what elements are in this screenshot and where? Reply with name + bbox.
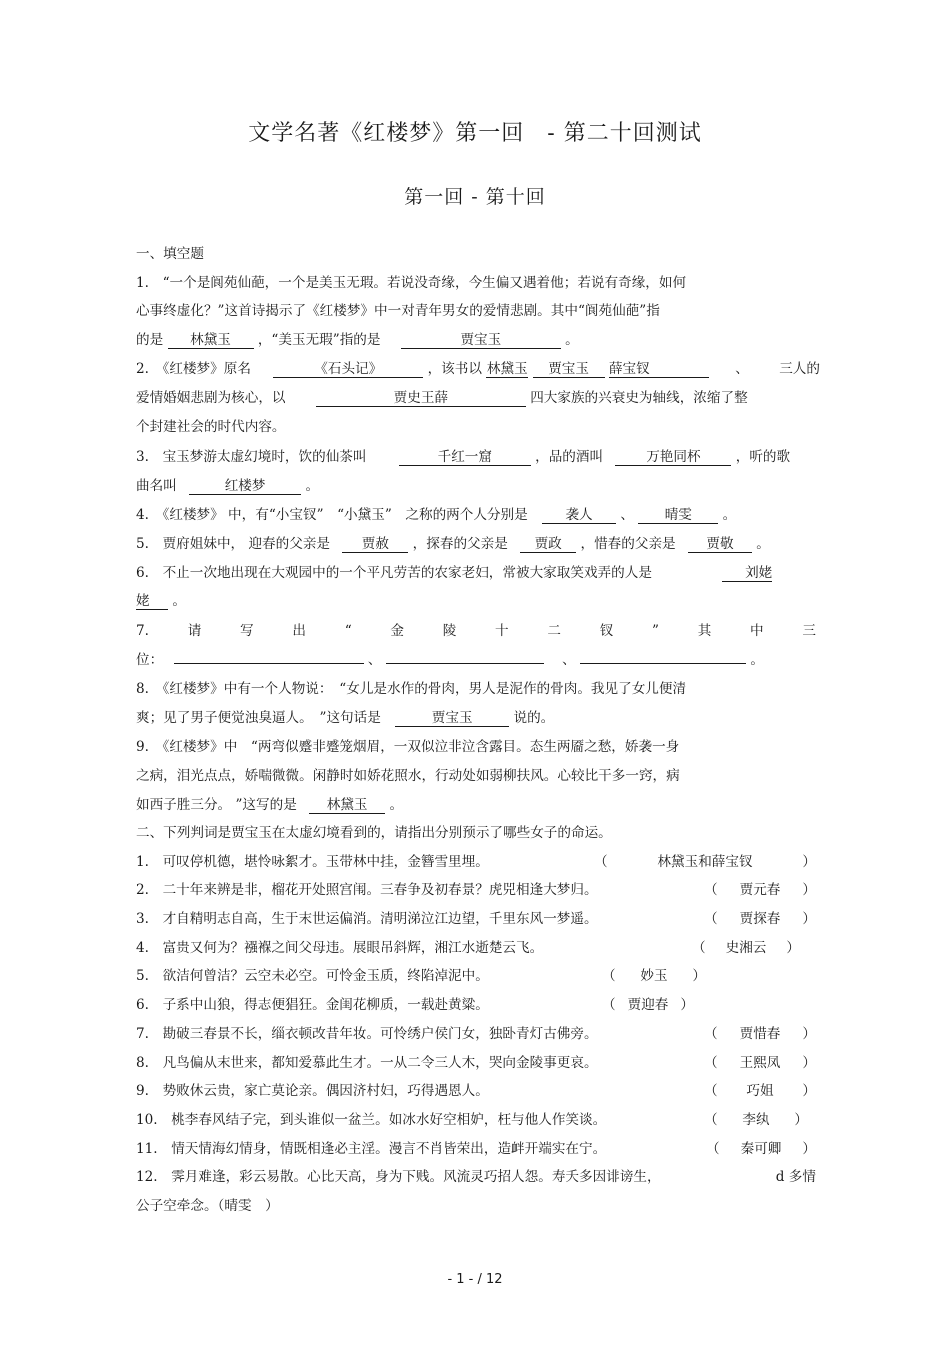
- q5-text-d: 。: [756, 536, 770, 552]
- judgment-row: [136, 910, 816, 928]
- q6-text-a: 6. 不止一次地出现在大观园中的一个平凡劳苦的农家老妇，常被大家取笑戏弄的人是: [136, 565, 652, 581]
- q7-line1: [136, 622, 816, 640]
- q8-line1: 8. 《红楼梦》中有一个人物说： “女儿是水作的骨肉，男人是泥作的骨肉。我见了女儿便清: [136, 681, 687, 697]
- q2-line3: 个封建社会的时代内容。: [136, 419, 286, 435]
- judgment-row: [136, 853, 816, 871]
- open-paren: （: [704, 1083, 718, 1099]
- q3-text-b: ，品的酒叫: [535, 449, 604, 465]
- judgment-text: 可叹停机德，堪怜咏絮才。玉带林中挂，金簪雪里埋。: [162, 854, 489, 870]
- judgment-row: [136, 881, 816, 899]
- q5-text-c: ，惜春的父亲是: [580, 536, 676, 552]
- q5-answer-2: 贾政: [520, 536, 576, 553]
- judgment-number: 2.: [136, 882, 149, 898]
- section2-heading: 二、下列判词是贾宝玉在太虚幻境看到的，请指出分别预示了哪些女子的命运。: [136, 825, 612, 841]
- q9-answer-1: 林黛玉: [309, 797, 385, 814]
- judgment-answer-group: [602, 996, 694, 1014]
- judgment-answer: 史湘云: [725, 940, 767, 956]
- open-paren: （: [704, 1112, 718, 1128]
- judgment-row: [136, 1111, 816, 1129]
- judgment-number: 5.: [136, 968, 149, 984]
- judgment-text: 凡鸟偏从末世来，都知爱慕此生才。一从二令三人木，哭向金陵事更哀。: [162, 1055, 598, 1071]
- judgment-number: 8.: [136, 1055, 149, 1071]
- q5-text-b: ，探春的父亲是: [412, 536, 508, 552]
- judgment-number: 1.: [136, 854, 149, 870]
- q7-char: 其: [697, 623, 712, 639]
- judgment-answer: 李纨: [742, 1112, 770, 1128]
- q7-blank-1: [174, 663, 364, 664]
- open-paren: （: [602, 997, 616, 1013]
- judgment-answer-group: [704, 1025, 816, 1043]
- q7-sep-1: 、: [367, 652, 382, 668]
- judgment-answer-group: [704, 1082, 816, 1100]
- close-paren: ）: [802, 882, 816, 898]
- q7-char: 7.: [136, 623, 149, 639]
- q2-answer-3: 贾史王薛: [316, 390, 526, 407]
- q7-char: 钗: [599, 623, 614, 639]
- judgment-row: [136, 967, 816, 985]
- judgment-row: [136, 1025, 816, 1043]
- judgment-answer: 贾惜春: [739, 1026, 781, 1042]
- q9-line3: [136, 796, 816, 814]
- q1-line1: 1. “一个是阆苑仙葩，一个是美玉无瑕。若说没奇缘，今生偏又遇着他；若说有奇缘，如何: [136, 275, 687, 291]
- judgment-answer-group: [704, 1054, 816, 1072]
- q2-answer-2c: 薛宝钗: [609, 361, 709, 378]
- q1-text-c: 。: [565, 332, 579, 348]
- close-paren: ）: [802, 1055, 816, 1071]
- q7-line2: [136, 651, 816, 669]
- judgment-text: 情天情海幻情身，情既相逢必主淫。漫言不肖皆荣出，造衅开端实在宁。: [171, 1141, 607, 1157]
- q1-line3: [136, 331, 816, 349]
- q8-line2-a: 爽；见了男子便觉浊臭逼人。 ”这句话是: [136, 710, 381, 726]
- q8-line2: [136, 709, 816, 727]
- q8-line2-b: 说的。: [513, 710, 555, 726]
- judgment-text: 欲洁何曾洁？云空未必空。可怜金玉质，终陷淖泥中。: [162, 968, 489, 984]
- q3-answer-1: 千红一窟: [399, 449, 531, 466]
- q7-blank-3: [580, 663, 746, 664]
- judgment-answer-group: [706, 1140, 816, 1158]
- judgment-answer: 贾探春: [739, 911, 781, 927]
- judgment-row-12: [136, 1168, 816, 1186]
- open-paren: （: [704, 1055, 718, 1071]
- close-paren: ）: [794, 1112, 808, 1128]
- q2-line1: [136, 360, 820, 378]
- judgment-answer-group: [704, 910, 816, 928]
- judgment-answer: 林黛玉和薛宝钗: [657, 854, 753, 870]
- q7-char: 出: [292, 623, 306, 639]
- judgment-number: 10.: [136, 1112, 158, 1128]
- judgment-row: [136, 1140, 816, 1158]
- judgment-12-tail: d 多情: [775, 1169, 816, 1185]
- q2-text-d: 三人的: [779, 361, 820, 377]
- q9-line1: 9. 《红楼梦》中 “两弯似蹙非蹙笼烟眉，一双似泣非泣含露目。态生两靥之愁，娇袭一身: [136, 739, 680, 755]
- q4-text-b: 、: [620, 507, 634, 523]
- q7-char: 十: [495, 623, 509, 639]
- judgment-12-text: 12. 霁月难逢，彩云易散。心比天高，身为下贱。风流灵巧招人怨。寿夭多因诽谤生，: [136, 1169, 661, 1185]
- close-paren: ）: [802, 911, 816, 927]
- judgment-answer-group: [704, 1111, 808, 1129]
- judgment-answer: 妙玉: [640, 968, 668, 984]
- close-paren: ）: [802, 1083, 816, 1099]
- judgment-answer-group: [692, 939, 800, 957]
- document-title: 文学名著《红楼梦》第一回 - 第二十回测试: [248, 121, 702, 146]
- q3-text-c: ，听的歌: [735, 449, 791, 465]
- q3-answer-3: 红楼梦: [189, 478, 301, 495]
- judgment-12-line2: 公子空牵念。（晴雯 ）: [136, 1198, 279, 1214]
- q6-line2: [136, 592, 816, 610]
- judgment-text: 勘破三春景不长，缁衣顿改昔年妆。可怜绣户侯门女，独卧青灯古佛旁。: [162, 1026, 598, 1042]
- q9-line3-b: 。: [389, 797, 404, 813]
- judgment-text: 子系中山狼，得志便猖狂。金闺花柳质，一载赴黄粱。: [162, 997, 489, 1013]
- open-paren: （: [704, 882, 718, 898]
- judgment-number: 3.: [136, 911, 149, 927]
- q7-char: 二: [547, 623, 561, 639]
- q7-char: 写: [240, 623, 254, 639]
- q3-line1: [136, 448, 816, 466]
- close-paren: ）: [786, 940, 800, 956]
- q3-answer-2: 万艳同杯: [615, 449, 731, 466]
- open-paren: （: [704, 911, 718, 927]
- judgment-number: 7.: [136, 1026, 149, 1042]
- q4-text-a: 4. 《红楼梦》 中，有“小宝钗” “小黛玉” 之称的两个人分别是: [136, 507, 528, 523]
- close-paren: ）: [802, 854, 816, 870]
- q7-end: 。: [750, 652, 764, 668]
- open-paren: （: [704, 1026, 718, 1042]
- judgment-answer: 巧姐: [746, 1083, 774, 1099]
- q1-text-b: ，“美玉无瑕”指的是: [257, 332, 381, 348]
- judgment-number: 9.: [136, 1083, 149, 1099]
- judgment-answer-group: [704, 881, 816, 899]
- q1-line2: 心事终虚化？”这首诗揭示了《红楼梦》中一对青年男女的爱情悲剧。其中“阆苑仙葩”指: [136, 303, 660, 319]
- q2-answer-2a: 林黛玉: [486, 361, 528, 377]
- q7-char: 三: [802, 623, 816, 639]
- q7-prompt: [136, 622, 816, 640]
- close-paren: ）: [680, 997, 694, 1013]
- page-number: - 1 - / 12: [447, 1272, 503, 1287]
- judgment-row: [136, 1054, 816, 1072]
- q2-text-c: 、: [735, 361, 749, 377]
- q2-line2-a: 爱情婚姻悲剧为核心，以: [136, 390, 286, 406]
- q9-line2: 之病，泪光点点，娇喘微微。闲静时如娇花照水，行动处如弱柳扶风。心较比干多一窍，病: [136, 768, 680, 784]
- q7-char: 陵: [442, 623, 457, 639]
- judgment-text: 势败休云贵，家亡莫论亲。偶因济村妇，巧得遇恩人。: [162, 1083, 489, 1099]
- q7-line2-a: 位：: [136, 652, 164, 668]
- judgment-text: 桃李春风结子完，到头谁似一盆兰。如冰水好空相妒，枉与他人作笑谈。: [171, 1112, 607, 1128]
- section1-heading: 一、填空题: [136, 246, 204, 262]
- q3-line2-a: 曲名叫: [136, 478, 177, 494]
- judgment-answer-group: [602, 967, 706, 985]
- judgment-answer: 贾迎春: [627, 997, 669, 1013]
- judgment-number: 6.: [136, 997, 149, 1013]
- open-paren: （: [602, 968, 616, 984]
- q2-text-a: 2. 《红楼梦》原名: [136, 361, 251, 377]
- q3-line2-b: 。: [305, 478, 320, 494]
- close-paren: ）: [692, 968, 706, 984]
- judgment-answer: 秦可卿: [740, 1141, 782, 1157]
- q6-answer-1a: 刘姥: [722, 565, 772, 582]
- judgment-text: 才自精明志自高，生于末世运偏消。清明涕泣江边望，千里东风一梦遥。: [162, 911, 598, 927]
- judgment-answer: 贾元春: [739, 882, 781, 898]
- q2-answer-1: 《石头记》: [273, 361, 423, 378]
- q8-answer-1: 贾宝玉: [395, 710, 509, 727]
- q7-blank-2: [386, 663, 544, 664]
- q7-char: 中: [750, 623, 764, 639]
- judgment-answer: 王熙凤: [739, 1055, 781, 1071]
- judgment-number: 4.: [136, 940, 149, 956]
- close-paren: ）: [802, 1026, 816, 1042]
- q5-text-a: 5. 贾府姐妹中， 迎春的父亲是: [136, 536, 331, 552]
- judgment-answer-group: [594, 853, 816, 871]
- judgment-number: 11.: [136, 1141, 158, 1157]
- q5-answer-3: 贾敬: [688, 536, 752, 553]
- q1-answer-1: 林黛玉: [168, 332, 254, 349]
- q4-answer-2: 晴雯: [638, 507, 718, 524]
- q7-sep-2: 、: [562, 652, 576, 668]
- judgment-row: [136, 1082, 816, 1100]
- q5-line: [136, 535, 816, 553]
- q7-char: “: [344, 623, 352, 639]
- q7-char: 请: [187, 623, 202, 639]
- q6-text-b: 。: [172, 593, 186, 609]
- q1-answer-2: 贾宝玉: [401, 332, 561, 349]
- open-paren: （: [692, 940, 706, 956]
- q4-answer-1: 袭人: [542, 507, 616, 524]
- judgment-text: 富贵又何为？襁褓之间父母违。展眼吊斜辉，湘江水逝楚云飞。: [162, 940, 544, 956]
- open-paren: （: [594, 854, 608, 870]
- q6-line1: [136, 564, 816, 582]
- q4-text-c: 。: [722, 507, 737, 523]
- q7-char: ”: [652, 623, 659, 639]
- q5-answer-1: 贾赦: [342, 536, 408, 553]
- q3-text-a: 3. 宝玉梦游太虚幻境时，饮的仙茶叫: [136, 449, 367, 465]
- judgment-row: [136, 939, 816, 957]
- q7-char: 金: [390, 623, 404, 639]
- q2-text-b: ，该书以: [427, 361, 482, 377]
- q9-line3-a: 如西子胜三分。 ”这写的是: [136, 797, 297, 813]
- close-paren: ）: [802, 1141, 816, 1157]
- q2-line2-b: 四大家族的兴衰史为轴线，浓缩了整: [530, 390, 748, 406]
- document-subtitle: 第一回 - 第十回: [404, 186, 546, 208]
- q4-line: [136, 506, 816, 524]
- q6-answer-1b: 姥: [136, 593, 168, 610]
- open-paren: （: [706, 1141, 720, 1157]
- judgment-text: 二十年来辨是非，榴花开处照宫闱。三春争及初春景？虎兕相逢大梦归。: [162, 882, 598, 898]
- q2-answer-2b: 贾宝玉: [533, 361, 605, 378]
- q1-text-a: 的是: [136, 332, 164, 348]
- judgment-row: [136, 996, 816, 1014]
- q2-line2: [136, 389, 816, 407]
- q3-line2: [136, 477, 816, 495]
